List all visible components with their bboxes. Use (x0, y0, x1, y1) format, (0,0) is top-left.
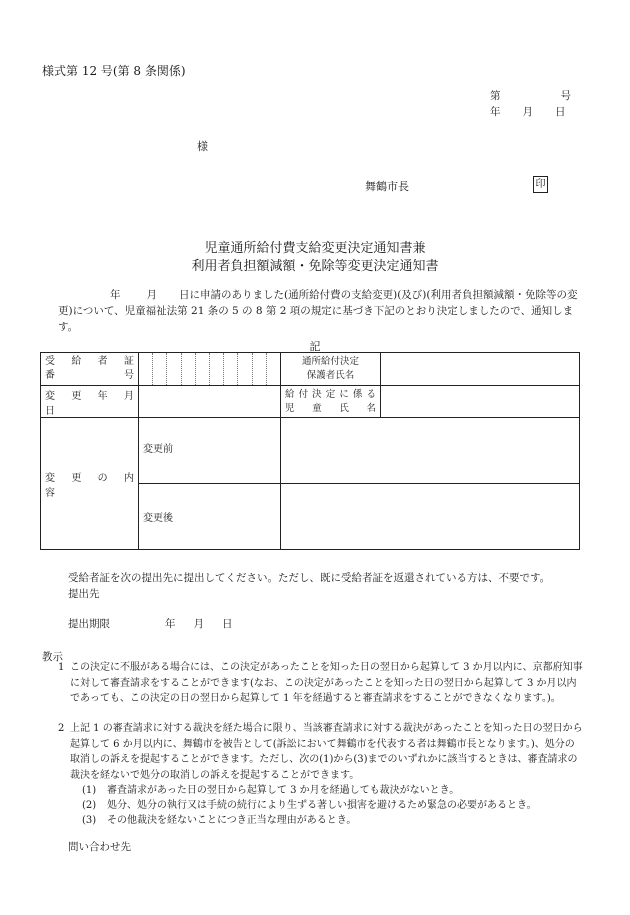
after-label: 変更後 (143, 513, 173, 524)
instruction-item-1 (58, 660, 583, 707)
deadline-year: 年 (165, 618, 176, 630)
decision-table (40, 352, 580, 550)
instruction-item-2-number: 2 (58, 723, 65, 734)
guardian-name-field[interactable] (381, 353, 580, 386)
instruction-sub-1-number: (1) (82, 785, 97, 796)
change-date-label (41, 386, 144, 418)
instruction-item-1-text: この決定に不服がある場合には、この決定があったことを知った日の翌日から起算して 3 か月以内に、京都府知事に対して審査請求をすることができます(なお、この決定があったことを知った日の翌日から起算して 3 か月以内であっても、この決定の日の翌日から起算して 1 年を経過すると審査請求をすることができなくなります。)。 (70, 662, 583, 704)
change-date-field[interactable] (139, 386, 281, 418)
form-number: 様式第 12 号(第 8 条関係) (42, 64, 186, 78)
deadline-month: 月 (193, 618, 204, 630)
digit-box (167, 353, 181, 385)
before-label-cell (139, 418, 281, 484)
ki-marker: 記 (309, 340, 321, 353)
digit-box (196, 353, 210, 385)
submission-destination-label: 提出先 (68, 588, 100, 600)
deadline-day: 日 (222, 618, 233, 630)
instruction-item-1-number: 1 (58, 662, 65, 673)
before-label: 変更前 (143, 444, 173, 455)
digit-box (267, 353, 280, 385)
issue-date-line (490, 104, 566, 119)
before-content-field[interactable] (281, 418, 580, 484)
child-name-label (281, 386, 381, 418)
digit-box (238, 353, 252, 385)
submission-deadline-label: 提出期限 (68, 618, 110, 630)
guardian-name-label (281, 353, 381, 386)
recipient-cert-label-line1: 受 給 者 証 (45, 356, 134, 367)
addressee-honorific: 様 (197, 140, 208, 153)
contact-label: 問い合わせ先 (68, 841, 131, 853)
seal-mark: 印 (533, 176, 548, 193)
change-date-label-text: 変 更 年 月 日 (45, 390, 144, 417)
change-content-label (41, 418, 144, 550)
document-title-line1: 児童通所給付費支給変更決定通知書兼 (204, 241, 426, 256)
digit-box (139, 353, 153, 385)
after-content-field[interactable] (281, 484, 580, 550)
after-label-cell (139, 484, 281, 550)
instruction-sub-1-text: 審査請求があった日の翌日から起算して 3 か月を経過しても裁決がないとき。 (107, 785, 460, 796)
document-number-prefix: 第 (490, 90, 501, 102)
digit-box (182, 353, 196, 385)
recipient-cert-digit-boxes (139, 353, 280, 385)
digit-box (224, 353, 238, 385)
document-title-line2: 利用者負担額減額・免除等変更決定通知書 (191, 259, 439, 274)
guardian-name-label-line1: 通所給付決定 (301, 356, 359, 367)
document-number-line (490, 88, 571, 103)
submission-notice: 受給者証を次の提出先に提出してください。ただし、既に受給者証を返還されている方は、不要です。 (68, 572, 551, 584)
instruction-item-2 (58, 721, 583, 783)
digit-box (253, 353, 267, 385)
child-name-label-line2: 児 童 氏 名 (285, 402, 376, 414)
change-content-label-text: 変 更 の 内 容 (45, 472, 144, 499)
issue-date-day: 日 (555, 106, 566, 118)
intro-month: 月 (146, 289, 157, 301)
digit-box (153, 353, 167, 385)
digit-box (210, 353, 224, 385)
document-number-suffix: 号 (560, 90, 571, 102)
instruction-sub-3 (82, 813, 582, 829)
child-name-label-line1: 給付決定に係る (285, 388, 376, 400)
instruction-sub-3-text: その他裁決を経ないことにつき正当な理由があるとき。 (107, 815, 357, 826)
instructions-heading: 教示 (42, 651, 63, 663)
intro-paragraph (58, 287, 578, 335)
instruction-sub-2-number: (2) (82, 800, 97, 811)
instruction-sub-2-text: 処分、処分の執行又は手続の続行により生ずる著しい損害を避けるため緊急の必要があるとき。 (107, 800, 537, 811)
instruction-item-2-text: 上記 1 の審査請求に対する裁決を経た場合に限り、当該審査請求に対する裁決があったことを知った日の翌日から起算して 6 か月以内に、舞鶴市を被告として(訴訟において舞鶴市を代表する者は舞鶴市長となります。)、処分の取消しの訴えを提起することができます。ただし、次の(1)から(3)までのいずれかに該当するときは、審査請求の裁決を経ないで処分の取消しの訴えを提起することができます。 (70, 723, 583, 781)
issuer-name: 舞鶴市長 (365, 180, 409, 193)
issue-date-month: 月 (522, 106, 533, 118)
instruction-sub-3-number: (3) (82, 815, 97, 826)
child-name-field[interactable] (381, 386, 580, 418)
guardian-name-label-line2: 保護者氏名 (306, 370, 355, 381)
intro-body: 日に申請のありました(通所給付費の支給変更)(及び)(利用者負担額減額・免除等の変更)について、児童福祉法第 21 条の 5 の 8 第 2 項の規定に基づき下記のとおり決定しましたので、通知します。 (58, 289, 578, 333)
instruction-sub-2 (82, 798, 582, 814)
recipient-cert-label-line2: 番 号 (45, 370, 134, 381)
submission-deadline-date (165, 616, 233, 631)
recipient-cert-number-cell[interactable] (139, 353, 281, 386)
issue-date-year: 年 (490, 106, 501, 118)
instruction-sub-1 (82, 783, 582, 799)
intro-year: 年 (110, 289, 121, 301)
recipient-cert-label (41, 353, 139, 386)
